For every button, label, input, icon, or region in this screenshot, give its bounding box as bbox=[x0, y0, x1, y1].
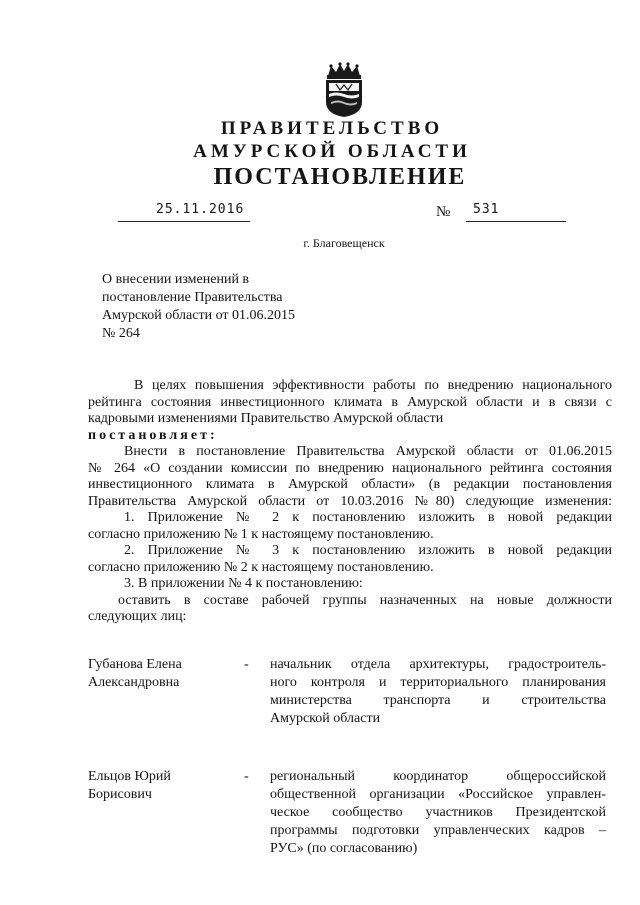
role-line: министерства транспорта и строительства bbox=[270, 693, 606, 708]
role-line: региональный координатор общероссийской bbox=[270, 769, 606, 784]
person-name-line: Александровна bbox=[88, 675, 180, 690]
subject-line: О внесении изменений в bbox=[102, 272, 250, 287]
role-line: РУС» (по согласованию) bbox=[270, 841, 418, 856]
person-name-line: Губанова Елена bbox=[88, 657, 182, 672]
person-name bbox=[88, 656, 182, 692]
person-name bbox=[88, 768, 171, 804]
item-line: согласно приложению № 2 к настоящему постановлению. bbox=[88, 559, 434, 575]
paragraph-line: следующих лиц: bbox=[88, 609, 187, 624]
item-line: 2. Приложение № 3 к постановлению изложить в новой редакции bbox=[124, 543, 612, 558]
paragraph-line: инвестиционного климата в Амурской области» (в редакции постановления bbox=[88, 477, 612, 492]
number-underline bbox=[466, 221, 566, 222]
role-line: общественной организации «Российское управлен- bbox=[270, 787, 606, 802]
preamble-line: рейтинга состояния инвестиционного климата в Амурской области и в связи с bbox=[88, 394, 612, 410]
subject-line: Амурской области от 01.06.2015 bbox=[102, 308, 295, 323]
document-body bbox=[88, 378, 612, 626]
preamble-line: кадровыми изменениями Правительство Амурской области bbox=[88, 411, 444, 426]
city-name: г. Благовещенск bbox=[303, 236, 385, 250]
paragraph-line: № 264 «О создании комиссии по внедрению национального рейтинга состояния bbox=[88, 460, 612, 476]
person-role bbox=[270, 656, 606, 728]
item-line: согласно приложению № 1 к настоящему постановлению. bbox=[88, 526, 434, 542]
document-type-title: ПОСТАНОВЛЕНИЕ bbox=[213, 164, 467, 190]
decree-word: постановляет: bbox=[88, 427, 218, 443]
org-name-line2: АМУРСКОЙ ОБЛАСТИ bbox=[193, 141, 471, 162]
coat-of-arms-icon bbox=[322, 62, 366, 118]
person-dash: - bbox=[244, 769, 249, 784]
date-number-row bbox=[118, 202, 638, 226]
document-number: 531 bbox=[473, 202, 500, 217]
role-line: ного контроля и территориального планирования bbox=[270, 675, 606, 690]
item-line: 3. В приложении № 4 к постановлению: bbox=[124, 576, 363, 591]
date-underline bbox=[118, 221, 250, 222]
city-line bbox=[0, 236, 640, 251]
paragraph-line: оставить в составе рабочей группы назначенных на новые должности bbox=[118, 592, 612, 608]
role-line: ческое сообщество участников Президентской bbox=[270, 805, 606, 820]
subject-line: постановление Правительства bbox=[102, 290, 283, 305]
preamble-line: В целях повышения эффективности работы по внедрению национального bbox=[134, 378, 612, 393]
paragraph-line: Правительства Амурской области от 10.03.2016 №80) следующие изменения: bbox=[88, 493, 612, 509]
item-line: 1. Приложение № 2 к постановлению изложить в новой редакции bbox=[124, 510, 612, 525]
document-date: 25.11.2016 bbox=[156, 202, 245, 217]
document-subject bbox=[102, 271, 295, 343]
number-sign: № bbox=[436, 204, 451, 220]
person-name-line: Ельцов Юрий bbox=[88, 769, 171, 784]
person-dash: - bbox=[244, 657, 249, 672]
person-name-line: Борисович bbox=[88, 787, 152, 802]
subject-line: № 264 bbox=[102, 326, 140, 341]
role-line: начальник отдела архитектуры, градостроитель- bbox=[270, 657, 606, 672]
org-name-line1: ПРАВИТЕЛЬСТВО bbox=[220, 118, 444, 139]
person-role bbox=[270, 768, 606, 858]
paragraph-line: Внести в постановление Правительства Амурской области от 01.06.2015 bbox=[124, 444, 612, 459]
role-line: программы подготовки управленческих кадров – bbox=[270, 823, 606, 838]
role-line: Амурской области bbox=[270, 711, 381, 726]
